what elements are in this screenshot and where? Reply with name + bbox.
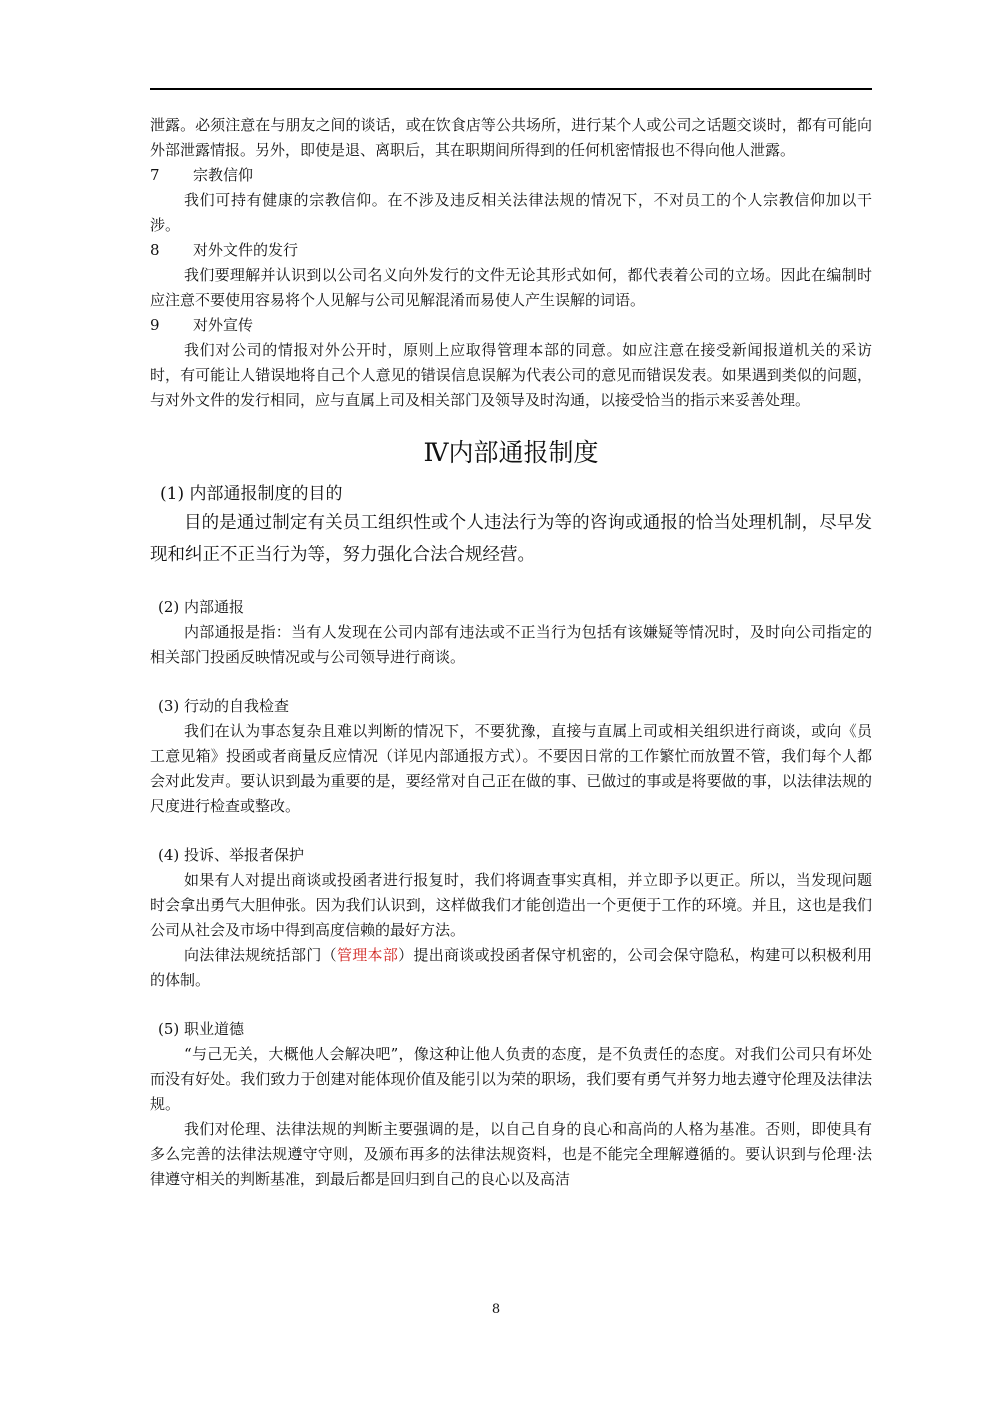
page-number: 8 bbox=[491, 1302, 501, 1317]
header-rule bbox=[150, 88, 872, 90]
subsection-1-text: 目的是通过制定有关员工组织性或个人违法行为等的咨询或通报的恰当处理机制，尽早发现和纠正不正当行为等，努力强化合法合规经营。 bbox=[150, 513, 872, 565]
item-9-text: 我们对公司的情报对外公开时，原则上应取得管理本部的同意。如应注意在接受新闻报道机关的采访时，有可能让人错误地将自己个人意见的错误信息误解为代表公司的意见而错误发表。如果遇到类似的问题，与对外文件的发行相同，应与直属上司及相关部门及领导及时沟通，以接受恰当的指示来妥善处理。 bbox=[150, 341, 872, 409]
subsection-2-text: 内部通报是指：当有人发现在公司内部有违法或不正当行为包括有该嫌疑等情况时，及时向公司指定的相关部门投函反映情况或与公司领导进行商谈。 bbox=[150, 623, 872, 666]
section-heading: Ⅳ内部通报制度 bbox=[423, 438, 599, 467]
subsection-5-title: (5) 职业道德 bbox=[158, 1020, 245, 1038]
item-number: 8 bbox=[150, 241, 160, 259]
item-8-heading bbox=[150, 238, 872, 263]
item-number: 7 bbox=[150, 166, 160, 184]
item-8-text: 我们要理解并认识到以公司名义向外发行的文件无论其形式如何，都代表着公司的立场。因此在编制时应注意不要使用容易将个人见解与公司见解混淆而易使人产生误解的词语。 bbox=[150, 266, 872, 309]
text-part: 向法律法规统括部门（ bbox=[184, 946, 337, 964]
subsection-5-text-2: 我们对伦理、法律法规的判断主要强调的是，以自己自身的良心和高尚的人格为基准。否则，即使具有多么完善的法律法规遵守守则，及颁布再多的法律法规资料，也是不能完全理解遵循的。要认识到与伦理·法律遵守相关的判断基准，到最后都是回归到自己的良心以及高洁 bbox=[150, 1120, 872, 1188]
item-7-heading bbox=[150, 163, 872, 188]
subsection-5-text: “与己无关，大概他人会解决吧”，像这种让他人负责的态度，是不负责任的态度。对我们公司只有坏处而没有好处。我们致力于创建对能体现价值及能引以为荣的职场，我们要有勇气并努力地去遵守伦理及法律法规。 bbox=[150, 1045, 872, 1113]
page-content bbox=[150, 113, 872, 1192]
subsection-4-privacy-text bbox=[150, 943, 872, 993]
subsection-1-title: (1) 内部通报制度的目的 bbox=[160, 484, 343, 504]
subsection-4-text: 如果有人对提出商谈或投函者进行报复时，我们将调查事实真相，并立即予以更正。所以，当发现问题时会拿出勇气大胆伸张。因为我们认识到，这样做我们才能创造出一个更便于工作的环境。并且，这也是我们公司从社会及市场中得到高度信赖的最好方法。 bbox=[150, 871, 872, 939]
subsection-3-title: (3) 行动的自我检查 bbox=[158, 697, 290, 715]
item-title: 对外宣传 bbox=[193, 316, 254, 334]
item-9-heading bbox=[150, 313, 872, 338]
item-7-text: 我们可持有健康的宗教信仰。在不涉及违反相关法律法规的情况下，不对员工的个人宗教信仰加以干涉。 bbox=[150, 191, 872, 234]
subsection-3-text: 我们在认为事态复杂且难以判断的情况下，不要犹豫，直接与直属上司或相关组织进行商谈，或向《员工意见箱》投函或者商量反应情况（详见内部通报方式）。不要因日常的工作繁忙而放置不管，我们每个人都会对此发声。要认识到最为重要的是，要经常对自己正在做的事、已做过的事或是将要做的事，以法律法规的尺度进行检查或整改。 bbox=[150, 722, 872, 815]
subsection-4-title: (4) 投诉、举报者保护 bbox=[158, 846, 305, 864]
paragraph-leak: 泄露。必须注意在与朋友之间的谈话，或在饮食店等公共场所，进行某个人或公司之话题交谈时，都有可能向外部泄露情报。另外，即使是退、离职后，其在职期间所得到的任何机密情报也不得向他人泄露。 bbox=[150, 116, 872, 159]
text-part: ）提出商谈或投函者保守机密的，公司会保守隐私，构建可以积极利用的体制。 bbox=[150, 946, 872, 989]
item-title: 对外文件的发行 bbox=[193, 241, 299, 259]
item-number: 9 bbox=[150, 316, 160, 334]
subsection-2-title: (2) 内部通报 bbox=[158, 598, 245, 616]
highlighted-department: 管理本部 bbox=[336, 946, 399, 964]
item-title: 宗教信仰 bbox=[193, 166, 254, 184]
